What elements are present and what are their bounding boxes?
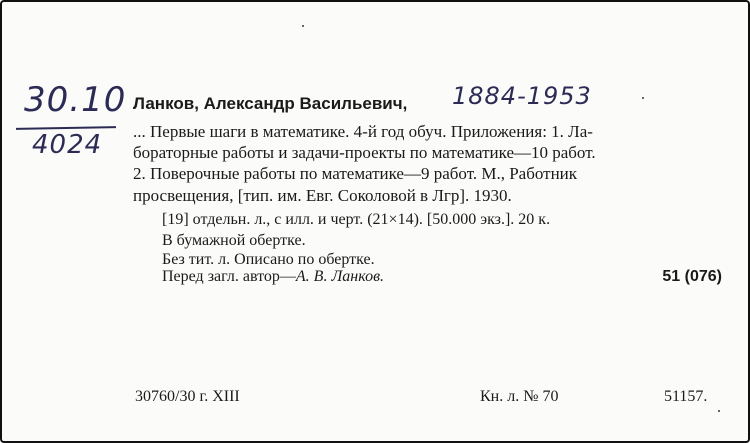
note-binding: В бумажной обертке. [162,232,306,249]
scan-speck [642,97,644,99]
description-line-2: бораторные работы и задачи-проекты по математике—10 работ. [133,143,596,162]
description-line-4: просвещения, [тип. им. Евг. Соколовой в Лгр]. 1930. [133,186,512,205]
description-line-1: ... Первые шаги в математике. 4-й год обуч. Приложения: 1. Ла- [133,122,593,141]
note-source: Без тит. л. Описано по обертке. [162,251,375,268]
card-number: 51157. [664,388,708,405]
scan-speck [302,25,304,27]
handwritten-years: 1884-1953 [452,82,592,110]
description-line-3: 2. Поверочные работы по математике—9 работ. М., Работник [133,164,578,183]
classification-index: 51 (076) [662,268,722,285]
scan-speck [718,410,720,412]
order-number: 30760/30 г. XIII [135,388,240,405]
note-physical-description: [19] отдельн. л., с илл. и черт. (21×14). [50.000 экз.]. 20 к. [162,211,551,228]
author-on-title: А. В. Ланков. [295,268,385,285]
chronicle-number: Кн. л. № 70 [480,388,559,405]
note-author-label: Перед загл. автор— [162,268,296,285]
author-heading: Ланков, Александр Васильевич, [133,94,408,113]
note-author [162,267,384,287]
call-number-top: 30.10 [24,80,127,120]
call-number-bottom: 4024 [32,130,103,160]
